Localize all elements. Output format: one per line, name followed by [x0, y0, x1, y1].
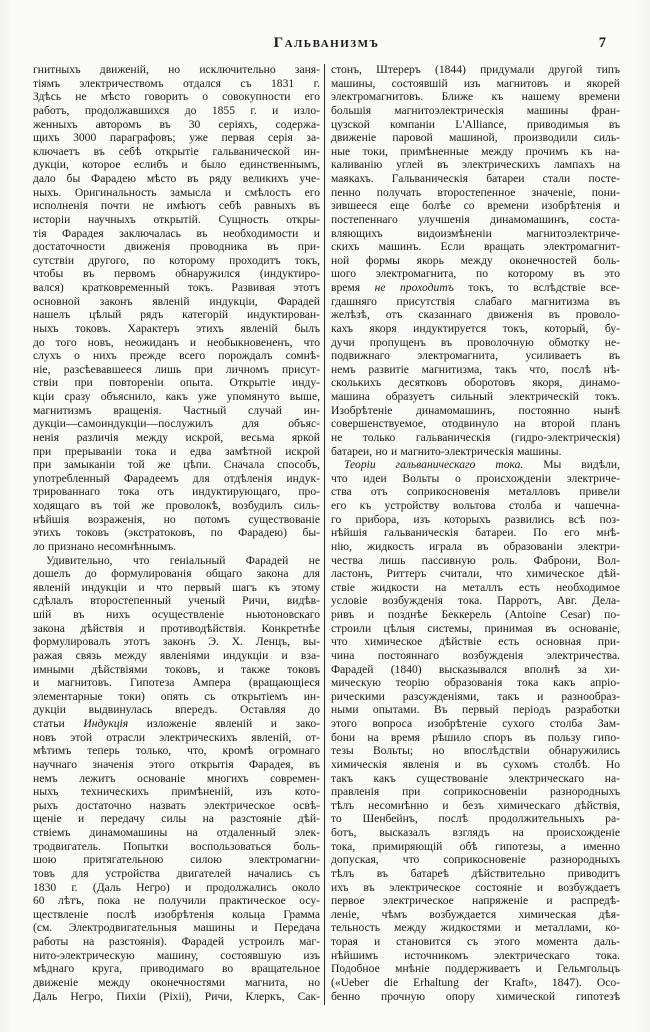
text-line: желѣзѣ, отъ сказаннаго движенія въ проволо- [331, 308, 620, 322]
text-line: Подобное мнѣніе поддерживаетъ и Гельмгольцъ [331, 962, 620, 976]
text-line: условіе возбужденія тока. Парротъ, Авг. Дела- [331, 594, 620, 608]
text-line: ластонъ, Риттеръ считали, что химическое дѣй- [331, 567, 620, 581]
text-line: до того новъ, неожиданъ и необыкновененъ, что [33, 335, 320, 349]
text-line: бони на время рѣшило споръ въ пользу гипо- [331, 730, 620, 744]
text-line: Фарадей (1840) высказывался вполнѣ за хи- [331, 662, 620, 676]
text-line: движеніе между оконечностями магнита, но [33, 975, 320, 989]
text-line: исполненія почти не имѣютъ себѣ равныхъ въ [33, 199, 320, 213]
text-line: химическія явленія и въ сухомъ столбѣ. Но [331, 757, 620, 771]
text-line: мѣтимъ теперь только, что, кромѣ огромнаго [33, 744, 320, 758]
text-line: ствіемъ динамомашины на отдаленный элек- [33, 826, 320, 839]
text-line: маякахъ. Гальваническія батареи стали посте- [331, 172, 620, 185]
page-number: 7 [598, 35, 606, 51]
text-line: достаточности движенія проводника въ при- [33, 240, 320, 254]
text-line: правленія при соприкосновеніи разнородныхъ [331, 785, 620, 799]
text-line: кціи сразу объяснило, какъ уже упомянуто выше, [33, 390, 320, 403]
text-line: чина постояннаго возбужденія электричества. [331, 648, 620, 662]
text-line: Здѣсь не мѣсто говорить о совокупности его [33, 90, 320, 104]
text-line: сколькихъ десятковъ оборотовъ якоря, динамо- [331, 376, 620, 390]
text-line: стонъ, Штереръ (1844) придумали другой типъ [331, 63, 620, 76]
text-column-right [331, 63, 620, 1003]
text-line: мическую теорію образованія тока какъ апріо- [331, 676, 620, 690]
text-line: употребленный Фарадеемъ для отдѣленія индук- [33, 471, 320, 485]
text-line: исторіи научныхъ открытій. Сущность откры- [33, 212, 320, 226]
text-line: дучи пропущенъ въ проволочную обмотку не- [331, 335, 620, 349]
text-line: шій въ нихъ осуществленіе ньютоновскаго [33, 608, 320, 621]
text-line: леніе, чѣмъ возбуждается химическая дѣя- [331, 907, 620, 921]
text-line: торая и становится съ этого момента даль- [331, 935, 620, 948]
text-line: ществленіе послѣ изобрѣтенія кольца Грамма [33, 907, 320, 921]
text-line: ныхъ токовъ. Характеръ этихъ явленій былъ [33, 321, 320, 335]
text-line: шого электромагнита, по которому въ это [331, 267, 620, 281]
text-line: и магнитовъ. Гипотеза Ампера (вращающіеся [33, 676, 320, 690]
text-line: электромагнитовъ. Ближе къ нашему времени [331, 90, 620, 104]
text-line: нѣйшія гальваническія батареи. По его мнѣ- [331, 526, 620, 540]
text-line: немъ развитіе магнитизма, такъ что, послѣ нѣ- [331, 362, 620, 376]
text-line: чтобы въ первомъ обнаружился (индуктиро- [33, 267, 320, 281]
text-line: его къ устройству вольтова столба и чашечна- [331, 499, 620, 512]
text-line: тіямъ электричествомъ отдался съ 1831 г. [33, 76, 320, 90]
text-line: трированнаго тока отъ индуктирующаго, про- [33, 485, 320, 499]
text-line: ства отъ соприкосновенія металловъ привели [331, 485, 620, 499]
text-line: пенно получать второстепенное значеніе, пони- [331, 185, 620, 199]
text-line: вался) кратковременный токъ. Развивая этотъ [33, 281, 320, 294]
text-line: щеніе и передачу силы на разстояніе дѣй- [33, 812, 320, 826]
text-line: что химическое дѣйствіе есть основная при- [331, 635, 620, 649]
text-line: время не проходитъ токъ, то вслѣдствіе все- [331, 281, 620, 294]
text-line: допуская, что соприкосновеніе разнородныхъ [331, 853, 620, 867]
text-line: слухъ о нихъ прежде всего порождалъ сомнѣ- [33, 349, 320, 363]
text-line: нашелъ цѣлый рядъ категорій индуктирован- [33, 308, 320, 322]
text-line: го прибора, изъ которыхъ развились всѣ поз- [331, 512, 620, 526]
text-line: нѣйшія возраженія, но потомъ существованіе [33, 512, 320, 526]
text-line: работъ, продолжавшихся до 1855 г. и изло- [33, 103, 320, 117]
text-line: не только гальваническія (гидро-электрическія) [331, 430, 620, 444]
text-line: ихъ въ электрическое состояніе и возбуждаетъ [331, 880, 620, 894]
text-line: основной законъ явленій индукціи, Фарадей [33, 294, 320, 308]
text-line: формулировалъ этотъ законъ Э. Х. Ленцъ, вы- [33, 635, 320, 649]
column-divider-rule [324, 64, 325, 1005]
text-line: постепеннаго улучшенія динамомашинъ, соста- [331, 212, 620, 226]
text-line: имными дѣйствіями токовъ, и также токовъ [33, 662, 320, 676]
text-line: немъ лежитъ основаніе многихъ современ- [33, 771, 320, 785]
text-line: машина образуетъ сильный электрическій токъ. [331, 390, 620, 403]
text-line: зившееся еще болѣе со времени изобрѣтенія и [331, 199, 620, 213]
text-line: тѣлъ въ батареѣ дѣйствительно приводитъ [331, 866, 620, 880]
text-line: гнитныхъ движеній, но исключительно заня- [33, 63, 320, 76]
text-line: то Шенбейнъ, послѣ продолжительныхъ ра- [331, 812, 620, 826]
text-line: закона дѣйствія и противодѣйствія. Конкретнѣе [33, 621, 320, 635]
text-line: магнитизмъ вращенія. Частный случай ин- [33, 403, 320, 417]
text-line: научнаго значенія этого открытія Фарадея, въ [33, 757, 320, 771]
text-line: мѣднаго круга, приводимаго во вращательное [33, 962, 320, 976]
text-line: ной формы якорь между оконечностей боль- [331, 253, 620, 267]
text-line: ныхъ. Оригинальность замысла и смѣлость его [33, 185, 320, 199]
text-line: сутствіи другого, по которому проходитъ токъ, [33, 253, 320, 267]
running-head: Гальванизмъ [273, 35, 380, 51]
text-line: ныхъ техническихъ примѣненій, изъ кото- [33, 785, 320, 799]
text-line: дукціи, которое еслибъ и было единственнымъ, [33, 158, 320, 172]
text-line: статьи Индукція изложеніе явленій и зако- [33, 717, 320, 730]
text-line: машины, состоявшій изъ магнитовъ и якорей [331, 76, 620, 90]
text-line: щихъ 3000 параграфовъ; уже первая серія за- [33, 131, 320, 145]
text-line: скихъ машинъ. Если вращать электромагнит- [331, 240, 620, 254]
text-line: тезы Вольты; но впослѣдствіи обнаружились [331, 744, 620, 758]
text-line: нѣйшимъ источникомъ электрическаго тока. [331, 948, 620, 962]
text-line: шою притягательною силою электромагни- [33, 853, 320, 867]
text-line: (см. Электродвигательныя машины и Передача [33, 921, 320, 935]
text-line: этого вопроса изобрѣтеніе сухого столба Зам- [331, 717, 620, 730]
text-line: ствіе жидкости на металлъ есть необходимое [331, 580, 620, 594]
text-line: товъ для устройства двигателей начались съ [33, 866, 320, 880]
text-line: движеніе паровой машиной, производили силь- [331, 131, 620, 145]
text-line: ными опытами. Въ первый періодъ разработки [331, 703, 620, 717]
text-line: ніе, разсѣевавшееся лишь при личномъ присут- [33, 362, 320, 376]
text-line: при замыканіи той же цѣпи. Сначала способъ, [33, 458, 320, 472]
text-line: подвижнаго электромагнита, усиливаетъ въ [331, 349, 620, 363]
text-line: тія Фарадея заключалась въ необходимости и [33, 226, 320, 240]
page-header [33, 35, 620, 55]
text-line: явленій индукціи и что первый шагъ къ этому [33, 580, 320, 594]
text-line: («Ueber die Erhaltung der Kraft», 1847). Осо- [331, 975, 620, 989]
text-line: такъ какъ существованіе электрическаго на- [331, 771, 620, 785]
text-line: тельность между жидкостями и металлами, ко- [331, 921, 620, 935]
text-line: тѣлъ несомнѣнно и безъ химическаго дѣйствія, [331, 798, 620, 812]
text-line: при прерываніи тока и едва замѣтной искрой [33, 444, 320, 458]
text-line: ражая связь между явленіями индукціи и вза- [33, 648, 320, 662]
text-line: дошелъ до формулированія общаго закона для [33, 567, 320, 581]
text-line: рическими разсужденіями, такъ и разнообраз- [331, 689, 620, 703]
text-line: батареи, но и магнито-электрическія машины. [331, 444, 562, 458]
text-line: дукціи—самоиндукціи—послужилъ для объяс- [33, 417, 320, 431]
text-line: нито-электрическую машину, состоявшую изъ [33, 948, 320, 962]
text-line: дало бы Фарадею мѣсто въ ряду великихъ уче- [33, 172, 320, 185]
text-line: каливанію углей въ электрическихъ лампахъ на [331, 158, 620, 172]
text-line: гдашняго присутствія слабаго магнитизма въ [331, 294, 620, 308]
text-line: ло признано несомнѣннымъ. [33, 539, 177, 553]
text-line: сдѣлалъ второстепенный ученый Ричи, видѣв- [33, 594, 320, 608]
text-line: нію, жидкость играла въ образованіи электри- [331, 539, 620, 553]
text-column-left [33, 63, 320, 1003]
text-line: 60 лѣтъ, пока не получили практическое осу- [33, 894, 320, 908]
text-line: дукціи выдвинулась впередъ. Оставляя до [33, 703, 320, 717]
text-line: чества лишь пассивную роль. Фаброни, Вол- [331, 553, 620, 567]
text-line: Изобрѣтеніе динамомашинъ, постоянно нынѣ [331, 403, 620, 417]
text-line: Удивительно, что геніальный Фарадей не [46, 553, 320, 567]
text-line: новъ этой отрасли электрическихъ явленій, от- [33, 730, 320, 744]
text-line: строили цѣлыя системы, принимая въ основаніе, [331, 621, 620, 635]
text-line: ривъ и позднѣе Беккерель (Antoine Cesar) по- [331, 608, 620, 621]
text-line: ствіи при повтореніи опыта. Открытіе инду- [33, 376, 320, 390]
text-line: Даль Негро, Пихіи (Pixii), Ричи, Клеркъ, Сак- [33, 989, 320, 1003]
text-line: цузской компаніи L'Alliance, приводимыя въ [331, 117, 620, 131]
text-line: кахъ якоря индуктируется токъ, который, бу- [331, 321, 620, 335]
text-line: что идеи Вольты о происхожденіи электриче- [331, 471, 620, 485]
text-line: ходящаго въ той же проволокѣ, возбудилъ силь- [33, 499, 320, 512]
text-line: ключаетъ въ себѣ открытіе гальванической ин- [33, 144, 320, 158]
text-line: тродвигатель. Попытки воспользоваться боль- [33, 839, 320, 853]
text-line: 1830 г. (Даль Негро) и продолжались около [33, 880, 320, 894]
text-line: женныхъ авторомъ въ 30 серіяхъ, содержа- [33, 117, 320, 131]
text-line: вляющихъ видоизмѣненіи магнитоэлектриче- [331, 226, 620, 240]
text-line: работы на разстоянія). Фарадей устроилъ маг- [33, 935, 320, 948]
text-line: ные токи, примѣненные между прочимъ къ на- [331, 144, 620, 158]
text-line: Теоріи гальваническаго тока. Мы видѣли, [344, 458, 620, 472]
text-line: элементарные токи) опять съ открытіемъ ин- [33, 689, 320, 703]
text-line: ненія различія между искрой, весьма яркой [33, 430, 320, 444]
text-line: этихъ токовъ (экстратоковъ, по Фарадею) бы- [33, 526, 320, 540]
text-line: большія магнитоэлектрическія машины фран- [331, 103, 620, 117]
text-line: совершенствуемое, отодвинуло на второй планъ [331, 417, 620, 431]
text-line: первое электрическое напряженіе и распредѣ- [331, 894, 620, 908]
text-line: тока, примиряющій обѣ гипотезы, а именно [331, 839, 620, 853]
text-line: рыхъ достаточно назвать электрическое освѣ- [33, 798, 320, 812]
text-line: ботъ, высказалъ взглядъ на происхожденіе [331, 826, 620, 839]
text-line: бенно прочную опору химической гипотезѣ [331, 989, 620, 1003]
